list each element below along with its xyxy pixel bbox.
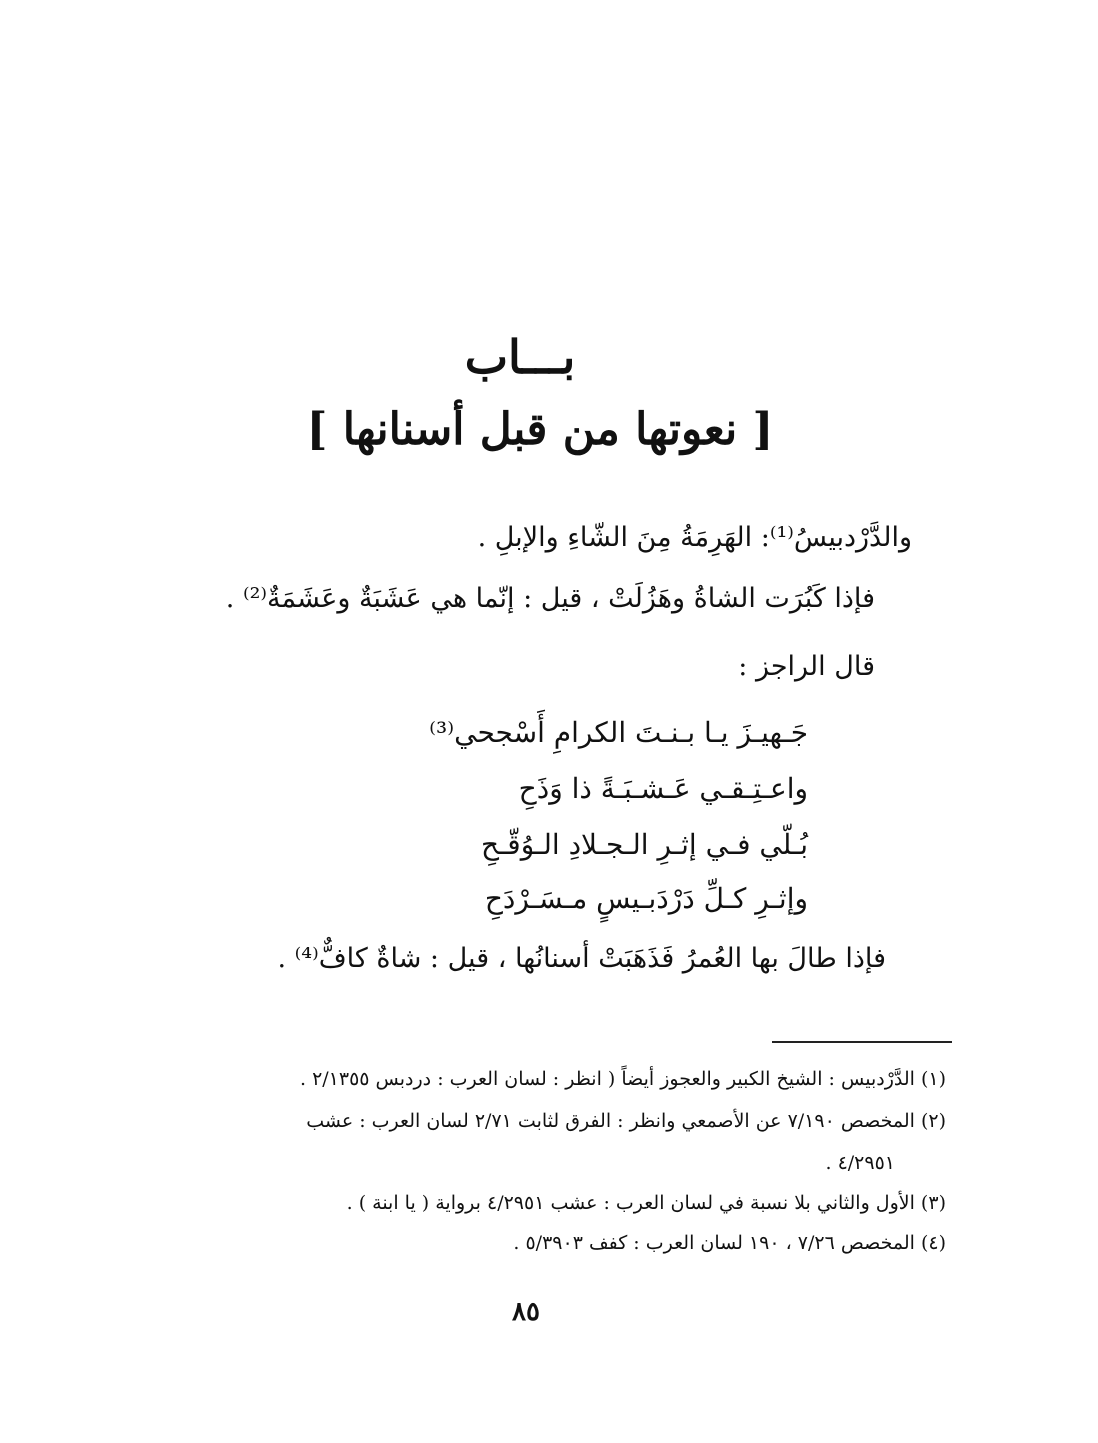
footnote-separator bbox=[772, 1041, 952, 1043]
body-line-2: فإذا كَبُرَت الشاةُ وهَزُلَتْ ، قيل : إنّما هي عَشَبَةٌ وعَشَمَةٌ⁽²⁾ . bbox=[225, 583, 875, 614]
chapter-title: [ نعوتها من قبل أسنانها ] bbox=[306, 404, 774, 455]
footnote-4: (٤) المخصص ٧/٢٦ ، ١٩٠ لسان العرب : كفف ٥/٣٩٠٣ . bbox=[513, 1232, 946, 1254]
verse-line-3: بُـلّي فـي إثـرِ الـجـلادِ الـوُقّـحِ bbox=[481, 828, 808, 861]
body-line-4: فإذا طالَ بها العُمرُ فَذَهَبَتْ أسنانُها ، قيل : شاةٌ كافٌّ⁽⁴⁾ . bbox=[277, 943, 886, 974]
footnote-3: (٣) الأول والثاني بلا نسبة في لسان العرب : عشب ٤/٢٩٥١ برواية ( يا ابنة ) . bbox=[346, 1192, 946, 1214]
verse-line-2: واعـتِـقـي عَـشـبَـةً ذا وَذَحِ bbox=[518, 772, 808, 805]
footnote-2-continuation: ٤/٢٩٥١ . bbox=[825, 1152, 895, 1174]
body-line-3: قال الراجز : bbox=[738, 651, 875, 682]
verse-line-1: جَـهيـزَ يـا بـنـتَ الكرامِ أَسْجحي⁽³⁾ bbox=[429, 716, 808, 749]
body-line-1: والدَّرْدبيسُ⁽¹⁾: الهَرِمَةُ مِنَ الشّاءِ والإبلِ . bbox=[477, 522, 912, 553]
chapter-heading: بـــاب bbox=[464, 330, 576, 384]
footnote-2: (٢) المخصص ٧/١٩٠ عن الأصمعي وانظر : الفرق لثابت ٢/٧١ لسان العرب : عشب bbox=[306, 1110, 946, 1132]
verse-line-4: وإثـرِ كـلِّ دَرْدَبـيسٍ مـسَـرْدَحِ bbox=[484, 882, 808, 915]
page-number: ٨٥ bbox=[512, 1297, 540, 1327]
footnote-1: (١) الدَّرْدبيس : الشيخ الكبير والعجوز أيضاً ( انظر : لسان العرب : دردبس ٢/١٣٥٥ . bbox=[299, 1068, 946, 1090]
